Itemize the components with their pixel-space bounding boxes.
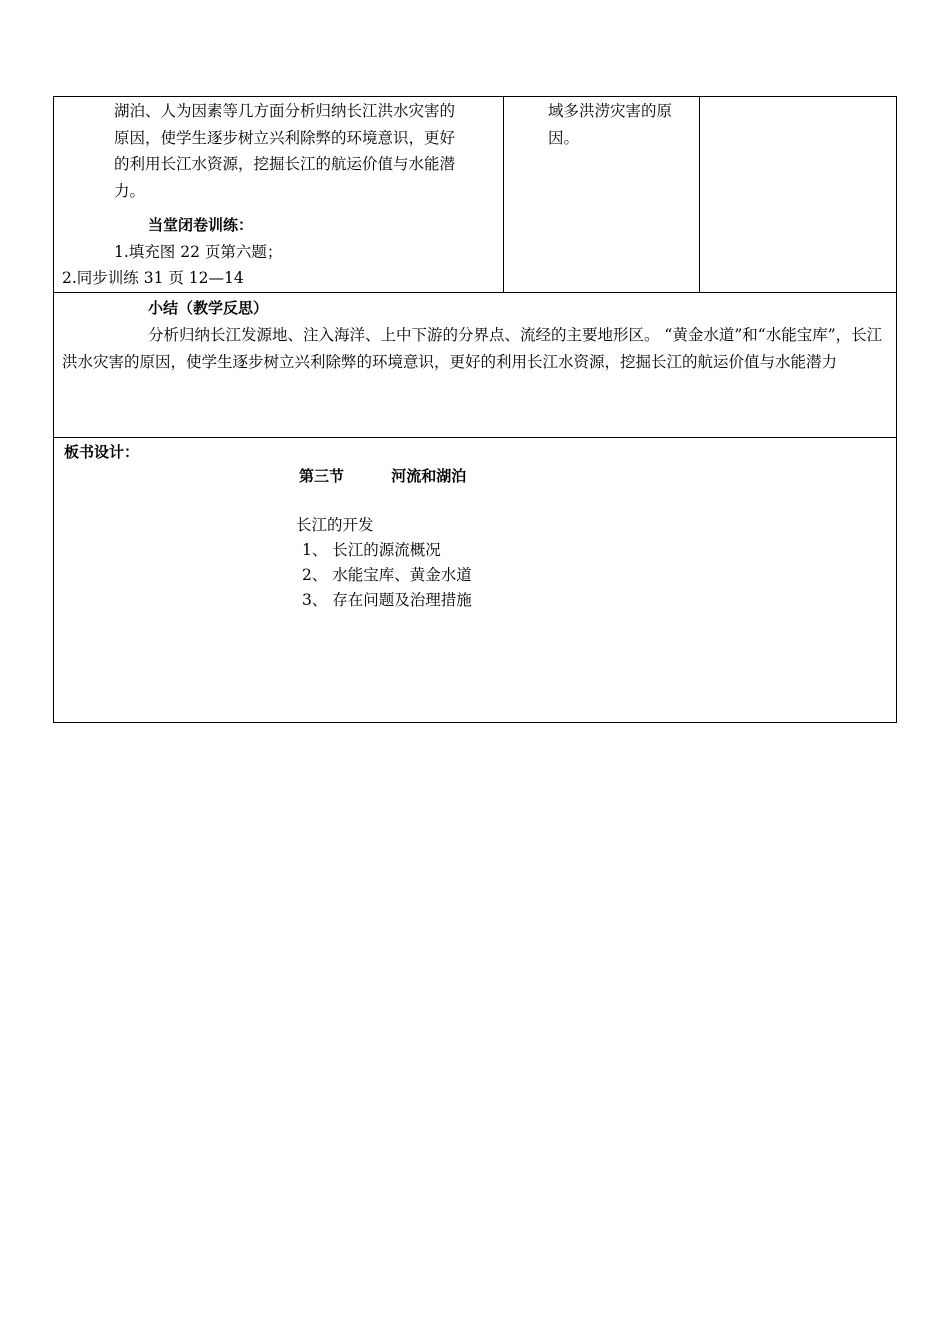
activity-line: 域多洪涝灾害的原	[548, 102, 673, 120]
section-number: 第三节	[299, 466, 345, 485]
outline-item: 3、 存在问题及治理措施	[302, 590, 472, 609]
practice-item: 2.同步训练 31 页 12—14	[62, 269, 244, 287]
paragraph-line: 力。	[114, 181, 146, 200]
board-design-row	[54, 437, 897, 722]
paragraph-line: 湖泊、人为因素等几方面分析归纳长江洪水灾害的	[114, 102, 456, 120]
board-design-label: 板书设计：	[64, 442, 140, 461]
board-design-cell	[54, 437, 897, 722]
board-outline	[296, 513, 472, 613]
board-heading	[299, 465, 466, 486]
outline-topic: 长江的开发	[296, 515, 374, 534]
outline-item: 2、 水能宝库、黄金水道	[302, 565, 472, 584]
summary-heading: 小结（教学反思）	[148, 298, 269, 317]
notes-cell	[700, 97, 897, 293]
outline-item: 1、 长江的源流概况	[302, 540, 441, 559]
teaching-process-row	[54, 97, 897, 293]
summary-text: 分析归纳长江发源地、注入海洋、上中下游的分界点、流经的主要地形区。 “黄金水道”和“水能宝库”，长江洪水灾害的原因，使学生逐步树立兴利除弊的环境意识，更好的利用长江水资源，挖掘长江的航运价值与水能潜力	[62, 325, 883, 371]
summary-row	[54, 292, 897, 437]
lesson-plan-table	[53, 96, 896, 723]
practice-heading: 当堂闭卷训练：	[148, 216, 254, 234]
student-activity-cell	[504, 97, 700, 293]
practice-item: 1.填充图 22 页第六题；	[114, 242, 283, 261]
paragraph-line: 的利用长江水资源，挖掘长江的航运价值与水能潜	[114, 155, 456, 173]
teaching-content-cell	[54, 97, 504, 293]
section-title: 河流和湖泊	[391, 466, 467, 485]
paragraph-line: 原因，使学生逐步树立兴利除弊的环境意识，更好	[114, 128, 456, 147]
activity-line: 因。	[548, 128, 580, 147]
summary-cell	[54, 292, 897, 437]
